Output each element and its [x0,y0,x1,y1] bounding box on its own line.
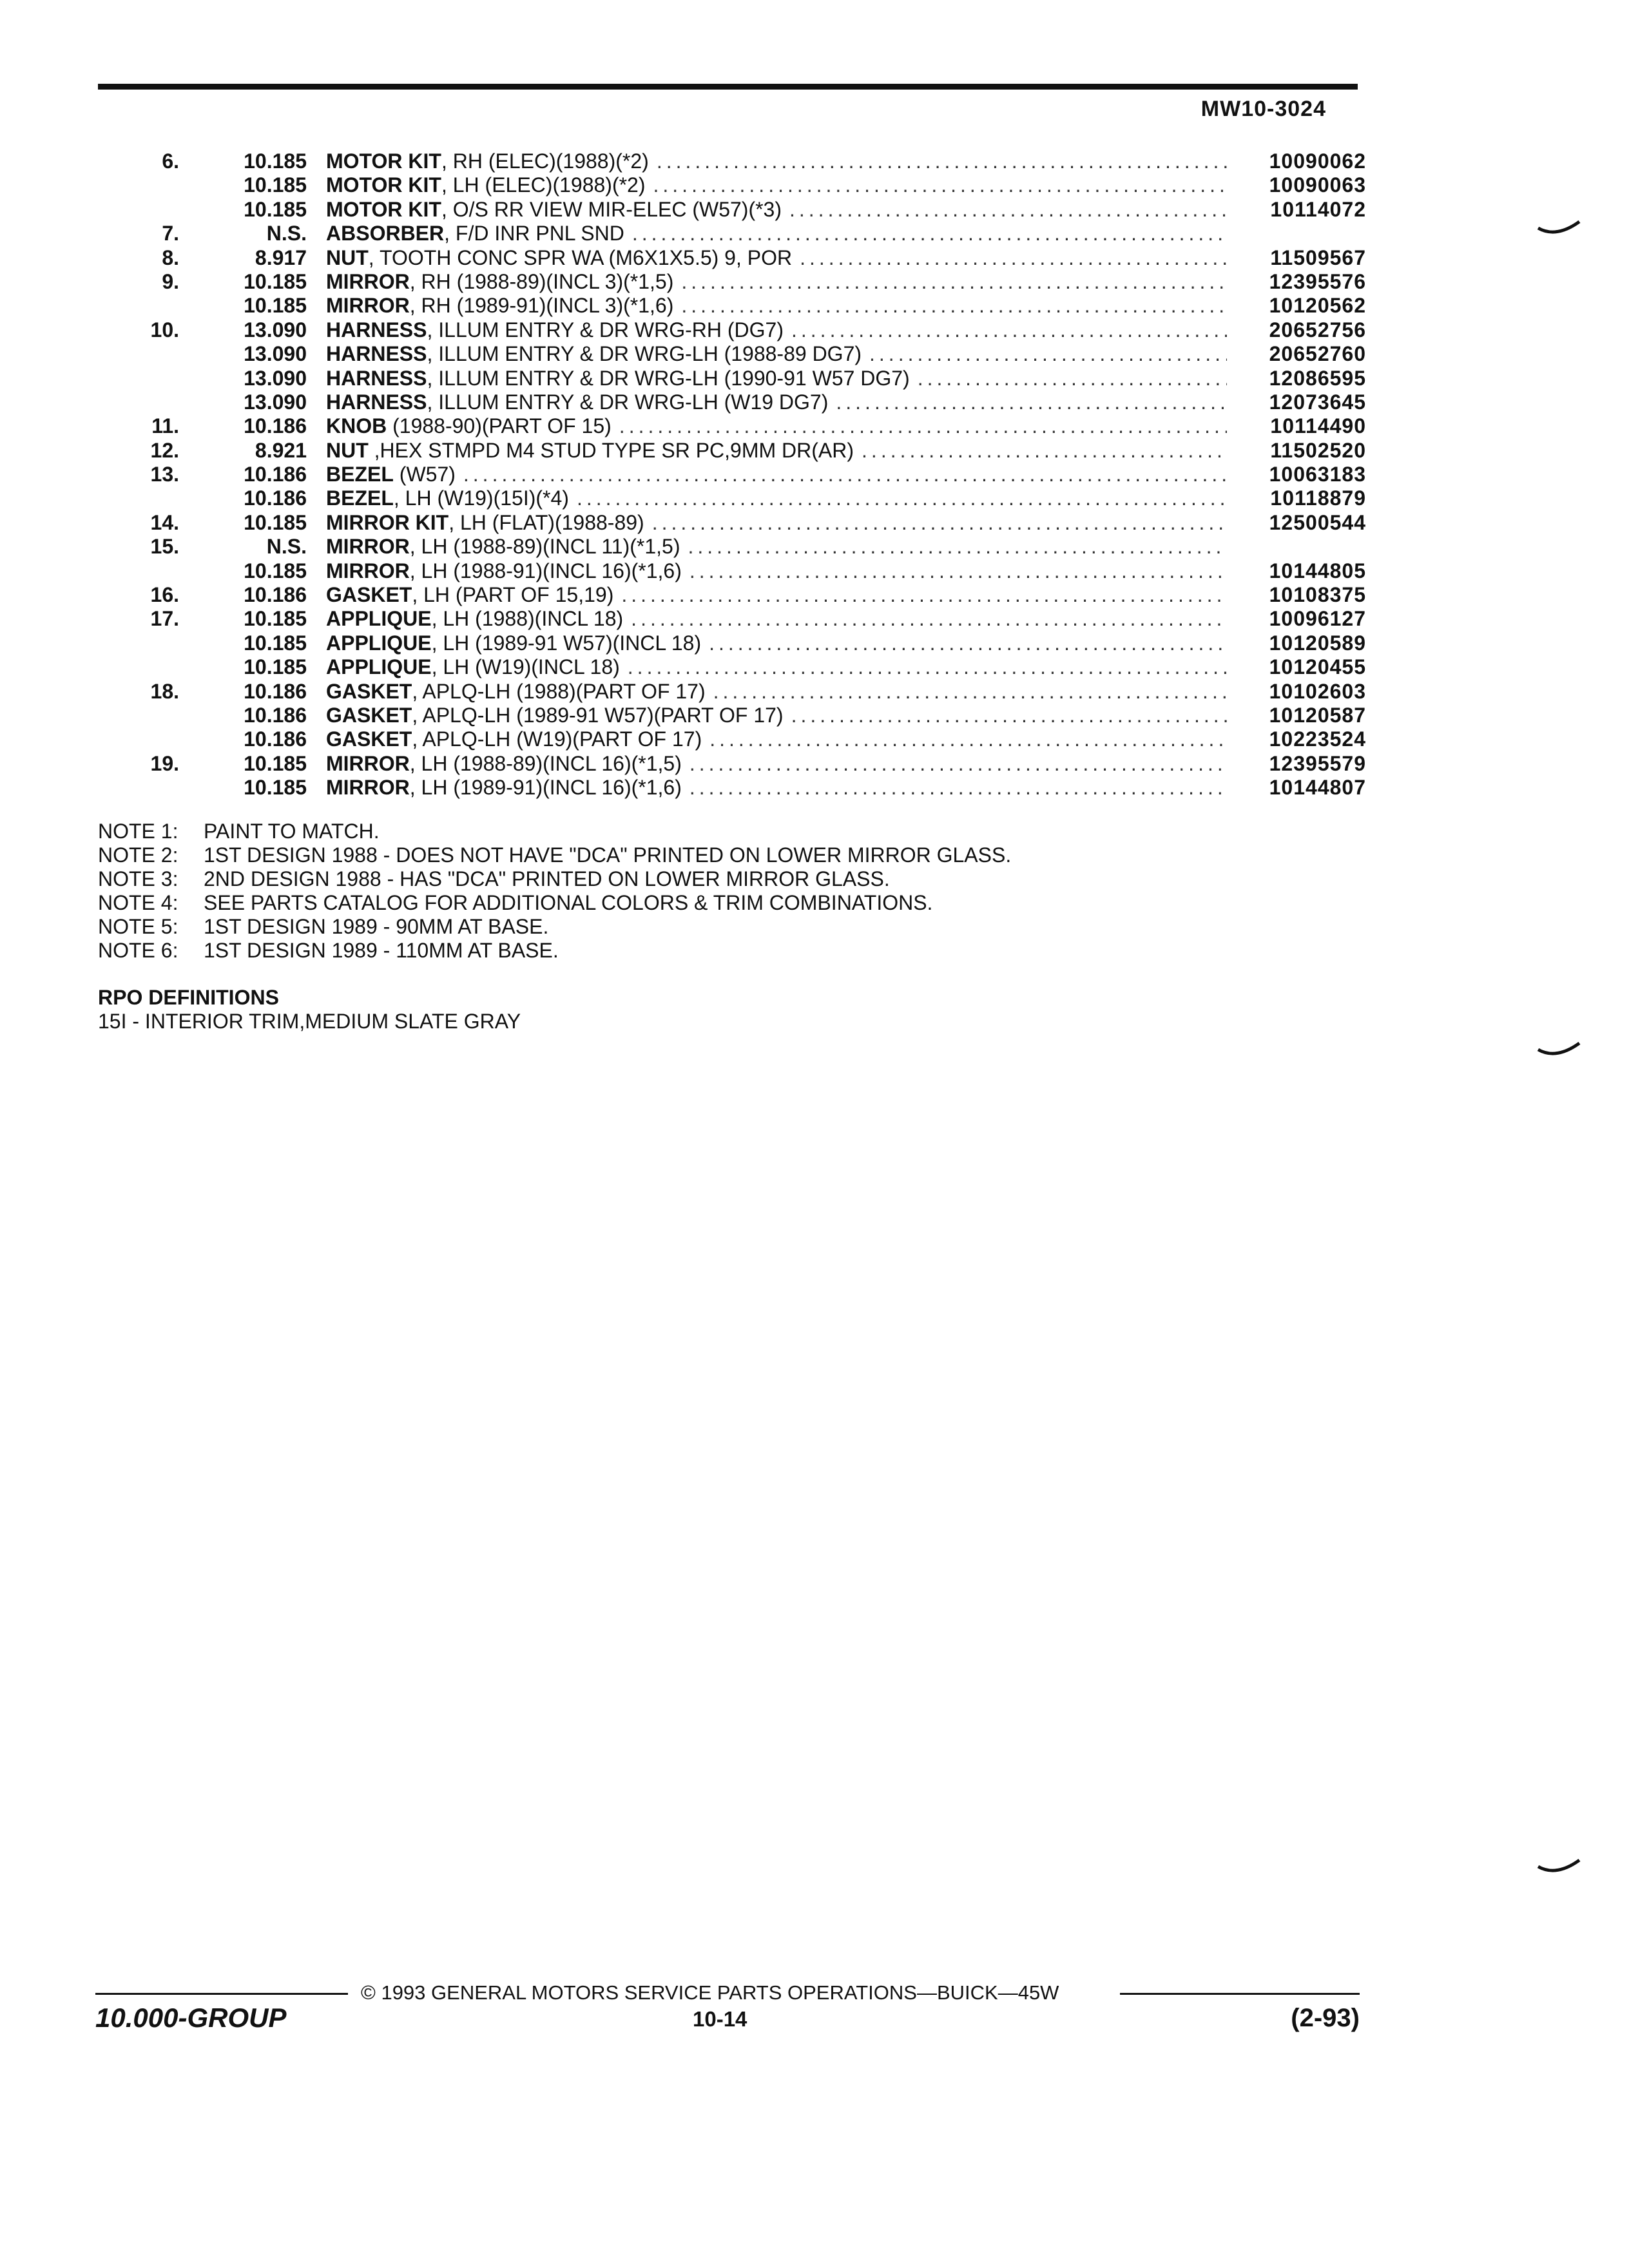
group-number: 10.185 [244,751,307,775]
part-row [103,414,1366,438]
part-number: 10090062 [1269,149,1366,173]
dot-leader [709,727,1227,751]
part-detail: , RH (1988-89)(INCL 3)(*1,5) [409,269,674,293]
part-description [326,222,1244,245]
ref-number: 10. [150,318,179,341]
part-name: GASKET [326,583,412,607]
part-number: 12395576 [1269,269,1366,293]
part-name: HARNESS [326,318,427,341]
part-detail: , LH (1988-89)(INCL 11)(*1,5) [409,535,680,559]
binder-hole-mark-top [1537,219,1582,238]
note-label: NOTE 2: [98,843,178,867]
part-description [326,655,1244,679]
footer-rule-left [95,1993,348,1995]
part-detail: , O/S RR VIEW MIR-ELEC (W57)(*3) [441,197,782,221]
rpo-definitions [98,986,521,1033]
part-name: APPLIQUE [326,631,432,655]
ref-number: 11. [151,414,179,438]
note-label: NOTE 3: [98,867,178,890]
part-row [103,727,1366,751]
part-row [103,535,1366,559]
dot-leader [628,655,1227,679]
part-name: MIRROR KIT [326,510,449,534]
part-row [103,583,1366,607]
ref-number: 19. [150,751,179,775]
part-description [326,559,1244,583]
part-name: HARNESS [326,366,427,390]
part-row [103,486,1366,510]
part-row [103,559,1366,583]
part-description [326,294,1244,318]
part-name: MIRROR [326,294,410,318]
note-label: NOTE 6: [98,939,178,962]
part-row [103,246,1366,270]
dot-leader [862,439,1227,463]
group-number: 10.185 [244,559,307,582]
part-number: 10120587 [1269,703,1366,727]
group-number: 10.185 [244,510,307,534]
dot-leader [789,198,1227,222]
dot-leader [791,704,1227,727]
rpo-item: 15I - INTERIOR TRIM,MEDIUM SLATE GRAY [98,1010,521,1033]
ref-number: 6. [162,149,179,173]
part-detail: , LH (W19)(15I)(*4) [393,486,569,510]
part-number: 10120562 [1269,294,1366,318]
note-item [98,915,1011,939]
part-number: 11502520 [1270,438,1366,462]
part-name: MOTOR KIT [326,149,441,173]
part-number: 11509567 [1270,245,1366,269]
note-text: 2ND DESIGN 1988 - HAS "DCA" PRINTED ON LOWER MIRROR GLASS. [204,867,890,890]
part-description [326,511,1244,535]
note-text: 1ST DESIGN 1989 - 110MM AT BASE. [204,939,559,962]
part-name: HARNESS [326,390,427,414]
note-text: SEE PARTS CATALOG FOR ADDITIONAL COLORS & TRIM COMBINATIONS. [204,891,933,914]
group-number: 10.186 [244,727,307,751]
note-text: PAINT TO MATCH. [204,820,380,843]
group-number: 13.090 [244,342,307,366]
part-number: 10090063 [1269,173,1366,197]
part-detail: , ILLUM ENTRY & DR WRG-RH (DG7) [427,318,784,341]
part-row [103,511,1366,535]
part-detail: , RH (1989-91)(INCL 3)(*1,6) [409,294,674,318]
part-name: APPLIQUE [326,607,432,631]
group-number: 10.185 [244,269,307,293]
part-row [103,294,1366,318]
part-detail: , ILLUM ENTRY & DR WRG-LH (1990-91 W57 DG7) [427,366,910,390]
dot-leader [652,511,1227,535]
note-item [98,867,1011,891]
part-number: 10063183 [1269,463,1366,486]
dot-leader [689,752,1227,776]
part-name: MIRROR [326,535,410,559]
part-number: 10118879 [1270,486,1366,510]
note-item [98,843,1011,867]
note-item [98,891,1011,915]
part-detail: , LH (1989-91 W57)(INCL 18) [431,631,702,655]
part-row [103,655,1366,679]
part-detail: , LH (1988-89)(INCL 16)(*1,5) [409,751,682,775]
part-detail: , TOOTH CONC SPR WA (M6X1X5.5) 9, POR [368,245,793,269]
part-number: 20652756 [1269,318,1366,341]
group-number: 13.090 [244,390,307,414]
part-name: KNOB [326,414,387,438]
part-number: 10144807 [1269,776,1366,800]
group-number: 8.921 [255,438,307,462]
ref-number: 7. [162,222,179,245]
part-row [103,704,1366,727]
dot-leader [681,294,1227,318]
parts-list [103,149,1366,800]
part-description [326,631,1244,655]
part-number: 10223524 [1269,727,1366,751]
group-number: 10.185 [244,655,307,679]
note-text: 1ST DESIGN 1989 - 90MM AT BASE. [204,915,549,938]
part-name: MIRROR [326,559,410,582]
ref-number: 8. [162,245,179,269]
part-description [326,246,1244,270]
part-description [326,680,1244,704]
dot-leader [463,463,1227,486]
part-row [103,631,1366,655]
part-name: MIRROR [326,776,410,800]
part-detail: , LH (FLAT)(1988-89) [448,510,644,534]
part-number: 10114072 [1270,197,1366,221]
part-name: NUT [326,245,369,269]
part-description [326,704,1244,727]
part-name: MIRROR [326,269,410,293]
part-detail: (1988-90)(PART OF 15) [387,414,612,438]
dot-leader [619,414,1227,438]
group-number: 10.185 [244,197,307,221]
part-name: MIRROR [326,751,410,775]
part-row [103,270,1366,294]
part-description [326,583,1244,607]
dot-leader [836,390,1227,414]
part-detail: , APLQ-LH (1989-91 W57)(PART OF 17) [412,703,784,727]
copyright-notice: © 1993 GENERAL MOTORS SERVICE PARTS OPERATIONS—BUICK—45W [361,1981,1059,2004]
part-number: 12073645 [1269,390,1366,414]
part-detail: , LH (ELEC)(1988)(*2) [441,173,646,197]
group-number: 10.186 [244,703,307,727]
part-number: 12395579 [1269,751,1366,775]
part-description [326,752,1244,776]
group-number: 13.090 [244,366,307,390]
group-number: 8.917 [255,245,307,269]
part-detail: , APLQ-LH (1988)(PART OF 17) [412,679,706,703]
part-row [103,439,1366,463]
part-row [103,173,1366,197]
page-number: 10-14 [693,2007,747,2031]
part-number: 10096127 [1269,607,1366,631]
part-name: GASKET [326,703,412,727]
group-number: N.S. [266,535,307,559]
part-name: GASKET [326,727,412,751]
part-number: 10120589 [1269,631,1366,655]
part-description [326,270,1244,294]
part-row [103,463,1366,486]
part-name: BEZEL [326,463,394,486]
part-row [103,342,1366,366]
dot-leader [791,318,1227,342]
ref-number: 15. [150,535,179,559]
group-number: 10.185 [244,173,307,197]
part-description [326,198,1244,222]
part-row [103,680,1366,704]
part-name: BEZEL [326,486,394,510]
note-label: NOTE 1: [98,820,178,843]
part-detail: , LH (1988-91)(INCL 16)(*1,6) [409,559,682,582]
dot-leader [800,246,1227,270]
note-item [98,939,1011,963]
group-number: 10.185 [244,294,307,318]
rpo-heading: RPO DEFINITIONS [98,986,279,1009]
group-number: N.S. [266,222,307,245]
part-number: 10102603 [1269,679,1366,703]
part-description [326,486,1244,510]
dot-leader [657,149,1227,173]
part-number: 12086595 [1269,366,1366,390]
part-detail: , ILLUM ENTRY & DR WRG-LH (W19 DG7) [427,390,829,414]
group-number: 13.090 [244,318,307,341]
dot-leader [653,173,1228,197]
part-description [326,727,1244,751]
dot-leader [869,342,1227,366]
group-label: 10.000-GROUP [95,2003,287,2033]
part-number: 10144805 [1269,559,1366,582]
part-number: 20652760 [1269,342,1366,366]
part-description [326,390,1244,414]
dot-leader [688,535,1227,559]
part-row [103,390,1366,414]
part-description [326,463,1244,486]
binder-hole-mark-bottom [1537,1858,1582,1877]
part-description [326,173,1244,197]
part-detail: , F/D INR PNL SND [444,222,624,245]
ref-number: 17. [150,607,179,631]
part-description [326,149,1244,173]
part-row [103,222,1366,245]
part-detail: , LH (1989-91)(INCL 16)(*1,6) [409,776,682,800]
part-detail: (W57) [393,463,456,486]
dot-leader [689,559,1227,583]
ref-number: 18. [150,679,179,703]
part-row [103,198,1366,222]
dot-leader [918,367,1227,390]
part-detail: , RH (ELEC)(1988)(*2) [441,149,649,173]
dot-leader [713,680,1227,704]
dot-leader [621,583,1227,607]
part-detail: , LH (1988)(INCL 18) [431,607,624,631]
group-number: 10.186 [244,583,307,607]
note-label: NOTE 5: [98,915,178,938]
note-label: NOTE 4: [98,891,178,914]
part-number: 10120455 [1269,655,1366,679]
part-name: HARNESS [326,342,427,366]
ref-number: 16. [150,583,179,607]
part-detail: , LH (PART OF 15,19) [412,583,614,607]
part-description [326,414,1244,438]
part-name: MOTOR KIT [326,197,441,221]
dot-leader [689,776,1227,800]
part-number: 12500544 [1269,510,1366,534]
ref-number: 14. [150,510,179,534]
part-name: ABSORBER [326,222,445,245]
part-description [326,776,1244,800]
part-detail: , LH (W19)(INCL 18) [431,655,620,679]
part-name: MOTOR KIT [326,173,441,197]
note-text: 1ST DESIGN 1988 - DOES NOT HAVE "DCA" PRINTED ON LOWER MIRROR GLASS. [204,843,1012,867]
group-number: 10.186 [244,486,307,510]
part-number: 10108375 [1269,583,1366,607]
group-number: 10.185 [244,149,307,173]
part-row [103,367,1366,390]
part-detail: ,HEX STMPD M4 STUD TYPE SR PC,9MM DR(AR) [368,438,854,462]
group-number: 10.186 [244,463,307,486]
part-description [326,342,1244,366]
document-code: MW10-3024 [1200,97,1326,121]
part-row [103,752,1366,776]
ref-number: 9. [162,269,179,293]
note-item [98,820,1011,843]
part-number: 10114490 [1270,414,1366,438]
part-name: NUT [326,438,369,462]
part-row [103,318,1366,342]
notes-section [98,820,1011,963]
binder-hole-mark-middle [1537,1041,1582,1060]
part-detail: , ILLUM ENTRY & DR WRG-LH (1988-89 DG7) [427,342,862,366]
group-number: 10.185 [244,631,307,655]
dot-leader [577,486,1227,510]
dot-leader [632,222,1227,245]
group-number: 10.186 [244,414,307,438]
part-description [326,318,1244,342]
part-description [326,367,1244,390]
part-name: APPLIQUE [326,655,432,679]
group-number: 10.185 [244,607,307,631]
dot-leader [631,607,1227,631]
dot-leader [709,631,1227,655]
part-description [326,535,1244,559]
part-description [326,439,1244,463]
part-row [103,607,1366,631]
ref-number: 13. [150,463,179,486]
group-number: 10.186 [244,679,307,703]
footer-rule-right [1120,1993,1360,1995]
part-row [103,149,1366,173]
part-description [326,607,1244,631]
group-number: 10.185 [244,776,307,800]
dot-leader [681,270,1227,294]
ref-number: 12. [150,438,179,462]
part-name: GASKET [326,679,412,703]
part-row [103,776,1366,800]
header-rule [98,84,1358,90]
part-detail: , APLQ-LH (W19)(PART OF 17) [412,727,702,751]
revision-date: (2-93) [1291,2004,1360,2032]
